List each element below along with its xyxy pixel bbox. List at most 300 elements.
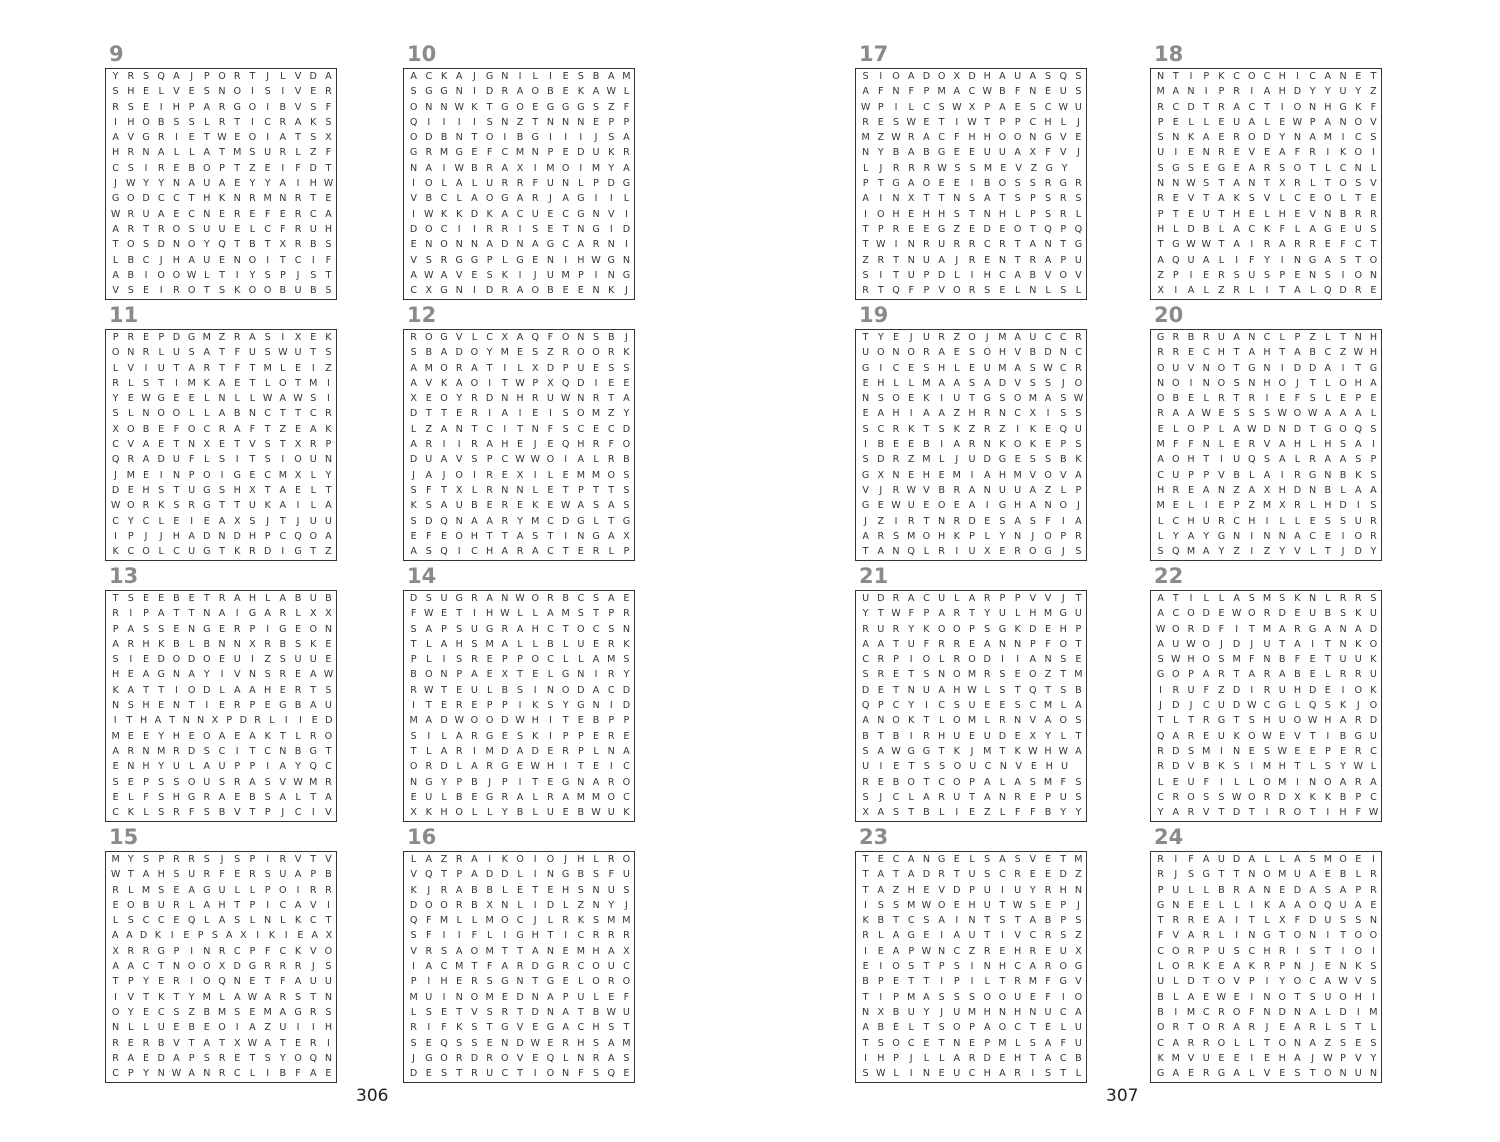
grid-letter: G [1278, 700, 1286, 712]
grid-letter: E [1218, 608, 1225, 620]
grid-letter: S [1248, 593, 1255, 604]
grid-letter: R [157, 162, 165, 174]
grid-letter: T [1294, 991, 1301, 1003]
grid-letter: A [907, 147, 915, 159]
grid-letter: O [1013, 393, 1022, 405]
grid-letter: T [532, 116, 539, 128]
grid-letter: A [1309, 132, 1316, 144]
grid-letter: I [1296, 776, 1299, 788]
grid-letter: A [501, 162, 509, 174]
grid-letter: A [516, 791, 524, 803]
letter-grid [855, 329, 1087, 561]
grid-letter: R [1202, 1037, 1210, 1049]
grid-letter: G [577, 193, 585, 205]
grid-letter: E [142, 593, 150, 604]
grid-row [1151, 544, 1381, 559]
grid-letter: E [532, 1052, 539, 1064]
grid-letter: N [907, 239, 915, 251]
grid-row [106, 207, 336, 222]
grid-letter: L [1218, 899, 1225, 911]
grid-letter: L [923, 1052, 930, 1064]
grid-letter: M [561, 269, 570, 281]
grid-letter: V [1014, 930, 1021, 942]
grid-row [856, 406, 1086, 421]
grid-letter: R [862, 285, 869, 297]
grid-letter: A [1248, 116, 1256, 128]
grid-letter: I [442, 654, 446, 666]
grid-letter: N [998, 254, 1007, 266]
grid-letter: U [1217, 945, 1225, 957]
grid-letter: O [1339, 178, 1347, 190]
grid-letter: Z [279, 423, 287, 435]
grid-letter: A [1294, 347, 1301, 359]
grid-row [404, 391, 634, 406]
grid-letter: R [516, 546, 524, 558]
grid-letter: R [516, 178, 524, 190]
grid-letter: C [577, 593, 585, 604]
grid-letter: M [622, 71, 631, 82]
grid-letter: H [998, 347, 1007, 359]
grid-letter: N [455, 423, 463, 435]
grid-letter: N [516, 484, 524, 496]
grid-letter: O [1187, 423, 1195, 435]
grid-letter: E [1279, 1022, 1286, 1034]
grid-letter: L [204, 393, 210, 405]
grid-letter: I [533, 162, 537, 174]
grid-letter: G [1354, 730, 1362, 742]
grid-letter: A [157, 208, 165, 220]
grid-letter: Y [1370, 1052, 1377, 1064]
grid-letter: R [938, 791, 945, 803]
grid-letter: N [172, 961, 180, 973]
grid-letter: A [968, 484, 976, 496]
grid-letter: T [264, 239, 271, 251]
grid-row [404, 959, 634, 974]
grid-letter: I [1341, 269, 1345, 281]
grid-letter: R [425, 147, 433, 159]
grid-letter: E [1233, 439, 1240, 451]
grid-letter: J [1296, 377, 1299, 389]
grid-letter: A [862, 530, 869, 542]
grid-letter: E [593, 362, 600, 374]
grid-letter: R [1354, 593, 1362, 604]
grid-letter: H [157, 869, 165, 881]
grid-letter: T [923, 961, 930, 973]
grid-letter: L [1014, 285, 1021, 297]
grid-letter: U [1202, 515, 1210, 527]
grid-letter: P [969, 530, 975, 542]
grid-letter: X [112, 945, 119, 957]
grid-letter: M [907, 530, 916, 542]
grid-letter: W [110, 869, 121, 881]
grid-letter: A [547, 608, 554, 620]
grid-letter: R [279, 991, 287, 1003]
grid-row [404, 100, 634, 115]
grid-letter: V [410, 869, 417, 881]
grid-letter: J [594, 132, 598, 144]
grid-letter: F [188, 807, 195, 819]
grid-row [856, 100, 1086, 115]
grid-letter: N [562, 178, 570, 190]
grid-letter: N [562, 1068, 570, 1080]
grid-letter: R [309, 1006, 317, 1018]
grid-letter: I [1250, 684, 1254, 696]
grid-row [856, 883, 1086, 898]
grid-letter: R [249, 869, 256, 881]
grid-letter: E [142, 86, 150, 98]
grid-letter: E [999, 285, 1006, 297]
grid-letter: T [112, 239, 119, 251]
grid-letter: I [1001, 654, 1004, 666]
grid-letter: E [1324, 869, 1331, 881]
grid-letter: X [1075, 945, 1082, 957]
grid-letter: S [410, 484, 417, 496]
grid-letter: K [532, 730, 539, 742]
grid-letter: T [456, 1068, 463, 1080]
grid-letter: C [892, 791, 900, 803]
grid-letter: S [1233, 761, 1240, 773]
grid-letter: U [1324, 991, 1332, 1003]
grid-row [404, 805, 634, 820]
grid-letter: Y [1264, 254, 1270, 266]
grid-letter: W [323, 178, 334, 190]
grid-letter: W [110, 500, 121, 512]
grid-letter: A [862, 86, 869, 98]
grid-letter: U [546, 178, 554, 190]
grid-letter: R [1309, 239, 1316, 251]
grid-letter: L [578, 178, 584, 190]
grid-letter: O [561, 684, 570, 696]
grid-letter: H [938, 208, 946, 220]
grid-letter: W [937, 162, 947, 174]
grid-letter: Z [1233, 484, 1240, 496]
grid-letter: P [1248, 976, 1255, 988]
grid-letter: D [1187, 976, 1195, 988]
grid-letter: E [234, 730, 241, 742]
grid-letter: D [546, 362, 555, 374]
grid-letter: I [327, 1037, 330, 1049]
grid-letter: X [325, 608, 332, 620]
grid-row [1151, 790, 1381, 805]
grid-letter: R [607, 454, 615, 466]
grid-letter: M [500, 347, 509, 359]
grid-letter: A [1187, 408, 1195, 420]
grid-letter: E [908, 223, 915, 235]
grid-letter: T [1279, 347, 1286, 359]
grid-letter: O [203, 730, 211, 742]
puzzle-number: 24 [1154, 825, 1184, 849]
grid-letter: V [1370, 116, 1377, 128]
grid-letter: I [113, 715, 117, 727]
grid-letter: A [486, 593, 493, 604]
grid-letter: V [1354, 1052, 1362, 1064]
grid-letter: U [577, 362, 585, 374]
grid-letter: A [294, 899, 302, 911]
grid-letter: E [1157, 423, 1164, 435]
grid-letter: Q [157, 71, 165, 82]
grid-letter: P [1355, 884, 1362, 896]
grid-letter: H [953, 684, 961, 696]
grid-letter: P [127, 1068, 134, 1080]
grid-letter: Q [1059, 423, 1068, 435]
grid-letter: S [264, 332, 271, 343]
grid-letter: T [984, 930, 991, 942]
grid-letter: M [1156, 86, 1165, 98]
grid-letter: G [203, 484, 211, 496]
grid-letter: O [1354, 930, 1363, 942]
grid-letter: A [999, 71, 1006, 82]
grid-letter: M [591, 469, 601, 481]
grid-letter: U [531, 208, 539, 220]
grid-row [404, 283, 634, 298]
grid-letter: L [1218, 930, 1225, 942]
grid-letter: T [471, 132, 478, 144]
grid-letter: T [501, 945, 508, 957]
grid-letter: E [1172, 500, 1179, 512]
grid-letter: R [1044, 961, 1052, 973]
grid-letter: R [203, 791, 211, 803]
grid-letter: W [967, 116, 977, 128]
grid-letter: S [486, 976, 493, 988]
grid-row [856, 345, 1086, 360]
grid-letter: H [1059, 884, 1067, 896]
grid-letter: E [577, 285, 584, 297]
grid-letter: I [1265, 285, 1269, 297]
grid-letter: U [425, 454, 433, 466]
grid-letter: N [1157, 178, 1165, 190]
grid-letter: T [471, 423, 478, 435]
grid-letter: I [503, 930, 507, 942]
grid-letter: C [279, 899, 287, 911]
grid-letter: A [1202, 669, 1210, 681]
grid-letter: T [279, 254, 286, 266]
grid-letter: T [203, 132, 210, 144]
grid-letter: R [309, 884, 317, 896]
grid-letter: G [561, 776, 570, 788]
grid-letter: A [1172, 86, 1180, 98]
grid-letter: W [1216, 991, 1227, 1003]
grid-letter: G [861, 469, 870, 481]
grid-letter: L [938, 654, 945, 666]
grid-letter: E [577, 546, 584, 558]
grid-letter: R [862, 623, 869, 635]
grid-row [1151, 483, 1381, 498]
grid-letter: I [594, 377, 598, 389]
grid-letter: S [892, 116, 900, 128]
grid-letter: T [517, 945, 523, 957]
grid-letter: P [1014, 593, 1021, 604]
grid-letter: D [239, 715, 248, 727]
grid-letter: P [608, 116, 615, 128]
grid-letter: E [1045, 854, 1052, 865]
grid-letter: L [878, 930, 884, 942]
grid-letter: I [1326, 930, 1330, 942]
grid-letter: I [427, 1022, 431, 1034]
grid-letter: R [1263, 684, 1271, 696]
grid-letter: S [892, 899, 900, 911]
grid-letter: P [456, 869, 463, 881]
grid-letter: N [1354, 162, 1362, 174]
grid-letter: G [203, 623, 211, 635]
grid-letter: T [1029, 223, 1036, 235]
grid-letter: L [578, 654, 584, 666]
grid-letter: R [607, 638, 615, 650]
grid-letter: U [309, 976, 317, 988]
grid-letter: Q [440, 1037, 448, 1049]
grid-letter: G [1156, 669, 1165, 681]
grid-letter: P [112, 623, 119, 635]
grid-letter: O [1263, 869, 1271, 881]
grid-letter: K [623, 807, 630, 819]
grid-letter: K [577, 915, 584, 927]
grid-letter: R [1370, 869, 1377, 881]
grid-letter: E [862, 961, 869, 973]
grid-letter: A [1014, 332, 1021, 343]
grid-row [106, 852, 336, 867]
grid-letter: D [1293, 884, 1302, 896]
letter-grid [855, 590, 1087, 822]
grid-letter: R [249, 193, 256, 205]
grid-letter: T [1203, 454, 1210, 466]
grid-letter: O [1293, 408, 1302, 420]
grid-letter: E [1218, 961, 1225, 973]
grid-letter: E [1279, 884, 1286, 896]
grid-letter: O [470, 991, 479, 1003]
grid-letter: K [1370, 684, 1377, 696]
grid-letter: O [998, 1022, 1007, 1034]
grid-letter: P [1029, 208, 1036, 220]
grid-letter: Z [607, 101, 615, 113]
grid-letter: W [515, 454, 525, 466]
grid-letter: R [471, 1068, 478, 1080]
grid-letter: V [938, 285, 945, 297]
grid-letter: R [877, 254, 885, 266]
grid-letter: Q [1172, 546, 1180, 558]
grid-letter: Y [1203, 530, 1210, 542]
grid-letter: E [173, 162, 180, 174]
grid-letter: N [172, 239, 180, 251]
grid-row [856, 437, 1086, 452]
grid-letter: E [218, 654, 226, 666]
grid-letter: G [546, 961, 555, 973]
grid-letter: I [533, 684, 537, 696]
grid-letter: O [425, 669, 433, 681]
grid-letter: V [1294, 546, 1301, 558]
grid-letter: E [532, 254, 539, 266]
grid-letter: N [425, 101, 433, 113]
grid-letter: L [471, 178, 478, 190]
grid-letter: A [968, 500, 976, 512]
grid-letter: O [1339, 854, 1347, 865]
grid-letter: U [1074, 101, 1082, 113]
grid-letter: I [427, 730, 431, 742]
grid-letter: U [1202, 208, 1210, 220]
grid-letter: I [518, 71, 522, 82]
grid-letter: E [310, 86, 317, 98]
grid-letter: C [562, 239, 569, 251]
grid-letter: A [425, 715, 433, 727]
grid-letter: C [607, 684, 615, 696]
grid-letter: L [1294, 515, 1301, 527]
grid-row [106, 913, 336, 928]
grid-letter: M [1323, 132, 1332, 144]
grid-letter: R [1202, 1068, 1210, 1080]
grid-letter: T [143, 991, 149, 1003]
grid-letter: S [999, 393, 1006, 405]
grid-letter: L [562, 638, 569, 650]
grid-letter: R [547, 791, 554, 803]
grid-letter: Y [562, 700, 569, 712]
grid-letter: H [1263, 347, 1271, 359]
grid-letter: S [310, 132, 317, 144]
grid-letter: R [325, 884, 332, 896]
grid-letter: M [409, 991, 418, 1003]
grid-letter: A [607, 1037, 615, 1049]
grid-letter: Z [1030, 162, 1038, 174]
grid-letter: R [907, 132, 915, 144]
grid-letter: A [440, 745, 448, 757]
grid-letter: G [455, 254, 463, 266]
grid-letter: T [1029, 1052, 1036, 1064]
grid-letter: C [112, 439, 119, 451]
grid-letter: N [1202, 377, 1210, 389]
grid-letter: B [1029, 347, 1037, 359]
grid-letter: L [908, 791, 914, 803]
grid-letter: A [112, 745, 119, 757]
grid-letter: A [1309, 869, 1316, 881]
grid-letter: E [501, 469, 508, 481]
grid-letter: E [142, 654, 150, 666]
grid-letter: P [1172, 269, 1179, 281]
grid-letter: S [1218, 654, 1225, 666]
grid-letter: U [1217, 700, 1225, 712]
grid-letter: R [112, 884, 119, 896]
grid-letter: I [235, 454, 239, 466]
grid-letter: W [606, 86, 616, 98]
grid-letter: S [486, 1006, 493, 1018]
grid-letter: I [503, 362, 507, 374]
grid-letter: I [894, 239, 898, 251]
grid-letter: Q [531, 332, 539, 343]
grid-letter: A [311, 930, 318, 942]
grid-letter: S [410, 730, 417, 742]
grid-letter: C [892, 854, 900, 865]
grid-letter: I [533, 869, 537, 881]
grid-letter: E [999, 945, 1006, 957]
grid-letter: G [907, 930, 915, 942]
grid-letter: V [127, 132, 135, 144]
grid-letter: O [937, 71, 946, 82]
grid-letter: T [1309, 423, 1316, 435]
grid-letter: E [1075, 132, 1082, 144]
grid-letter: T [1014, 915, 1021, 927]
grid-letter: S [968, 193, 976, 205]
grid-row [1151, 928, 1381, 943]
grid-letter: P [923, 285, 930, 297]
grid-letter: R [862, 116, 869, 128]
grid-letter: S [999, 515, 1006, 527]
grid-letter: K [294, 945, 302, 957]
grid-letter: C [907, 1037, 915, 1049]
grid-letter: P [127, 976, 134, 988]
grid-letter: N [172, 178, 180, 190]
grid-letter: I [894, 101, 898, 113]
grid-letter: E [968, 362, 976, 374]
grid-letter: C [968, 1068, 976, 1080]
grid-letter: P [203, 71, 210, 82]
grid-letter: K [325, 423, 332, 435]
grid-letter: T [279, 408, 286, 420]
